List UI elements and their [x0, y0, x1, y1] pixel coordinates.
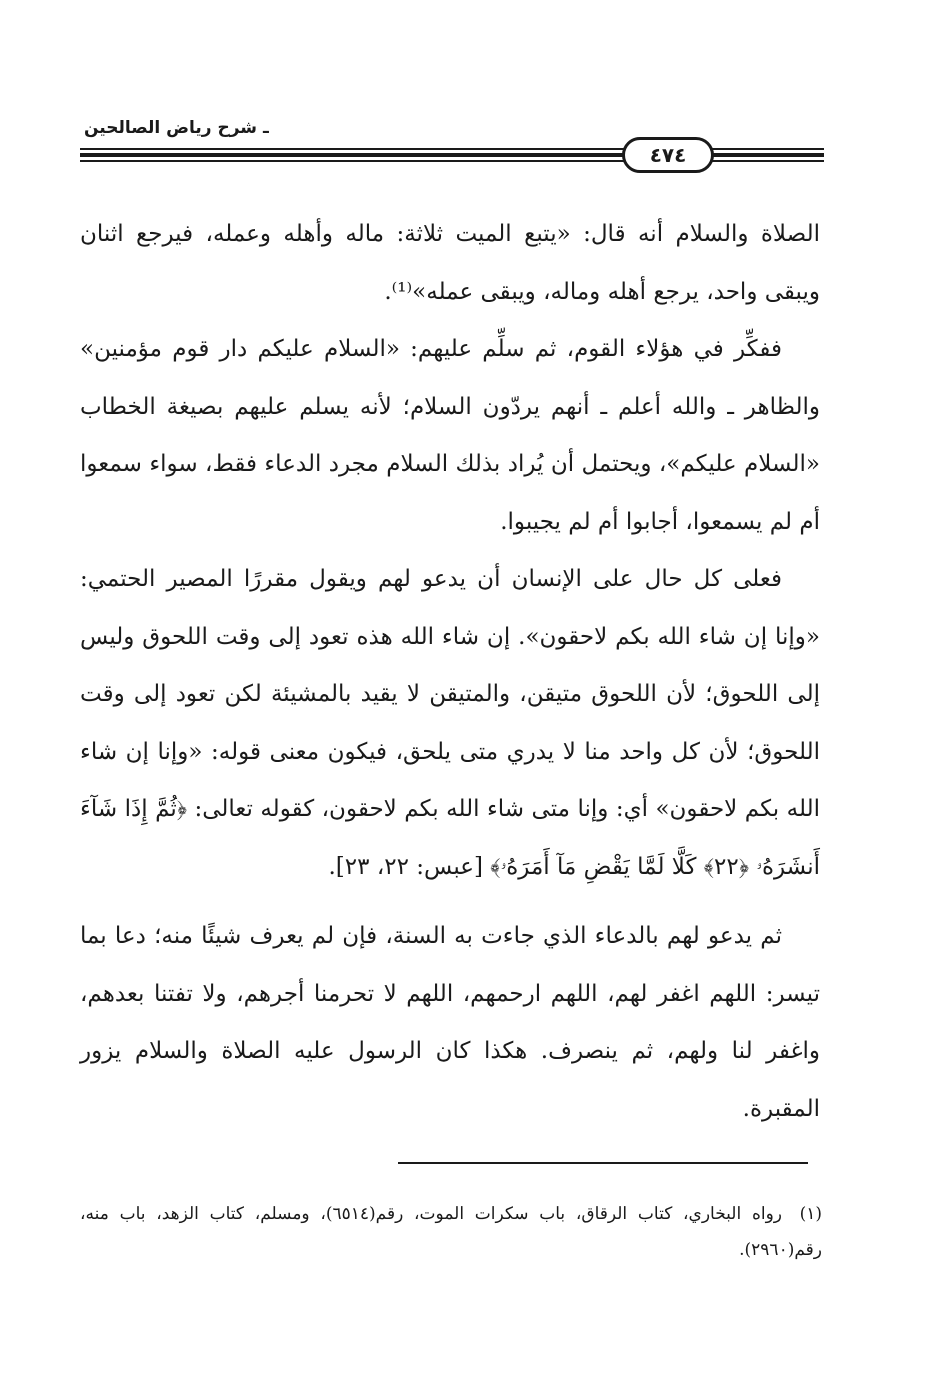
- footnote-text: رواه البخاري، كتاب الرقاق، باب سكرات الموت، رقم(٦٥١٤)، ومسلم، كتاب الزهد، باب منه، رقم(٢٩٦٠).: [80, 1204, 822, 1260]
- body-text: [80, 206, 820, 1138]
- footnotes: [80, 1196, 822, 1268]
- paragraph: فعلى كل حال على الإنسان أن يدعو لهم ويقول مقررًا المصير الحتمي: «وإنا إن شاء الله بكم لاحقون». إن شاء الله هذه تعود إلى وقت اللحوق وليس إلى اللحوق؛ لأن اللحوق متيقن، والمتيقن لا يقيد بالمشيئة لكن تعود إلى وقت اللحوق؛ لأن كل واحد منا لا يدري متى يلحق، فيكون معنى قوله: «وإنا إن شاء الله بكم لاحقون» أي: وإنا متى شاء الله بكم لاحقون، كقوله تعالى: ﴿ثُمَّ إِذَا شَآءَ أَنشَرَهُۥ ﴿٢٢﴾ كَلَّا لَمَّا يَقْضِ مَآ أَمَرَهُۥ﴾ [عبس: ٢٢، ٢٣].: [80, 566, 820, 880]
- footnote-number: (١): [799, 1204, 822, 1224]
- footnote-separator: [398, 1162, 808, 1164]
- paragraph: ثم يدعو لهم بالدعاء الذي جاءت به السنة، فإن لم يعرف شيئًا منه؛ دعا بما تيسر: اللهم اغفر لهم، اللهم ارحمهم، اللهم لا تحرمنا أجرهم، ولا تفتنا بعدهم، واغفر لنا ولهم، ثم ينصرف. هكذا كان الرسول عليه الصلاة والسلام يزور المقبرة.: [80, 923, 820, 1122]
- paragraph: ففكِّر في هؤلاء القوم، ثم سلِّم عليهم: «السلام عليكم دار قوم مؤمنين» والظاهر ـ والله أعلم ـ أنهم يردّون السلام؛ لأنه يسلم عليهم بصيغة الخطاب «السلام عليكم»، ويحتمل أن يُراد بذلك السلام مجرد الدعاء فقط، سواء سمعوا أم لم يسمعوا، أجابوا أم لم يجيبوا.: [80, 336, 820, 535]
- paragraph: الصلاة والسلام أنه قال: «يتبع الميت ثلاثة: ماله وأهله وعمله، فيرجع اثنان ويبقى واحد، يرجع أهله وماله، ويبقى عمله»⁽¹⁾.: [80, 221, 820, 305]
- page-number: ٤٧٤: [622, 137, 714, 173]
- running-title: ـ شرح رياض الصالحين: [84, 118, 269, 138]
- footnote: [80, 1196, 822, 1268]
